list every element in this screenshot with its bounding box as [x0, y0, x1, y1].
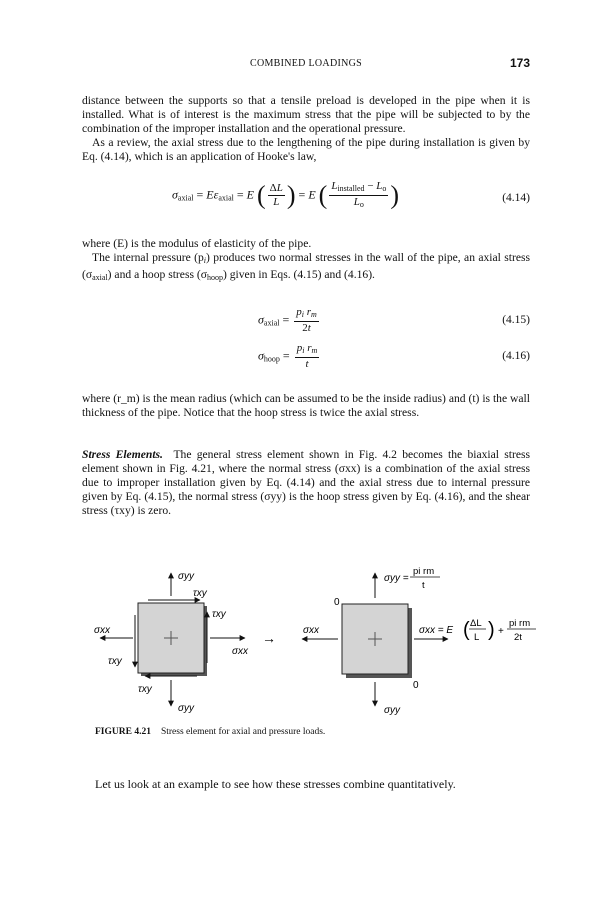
left-txy-label-4: τxy — [138, 684, 152, 695]
equation-4-14: $\sigma_{axial} = E\varepsilon_{axial} = E$ ( $\frac{\Delta L}{L}$ ) = E ( $\frac{L_{installed} - L_o}{L_o}$ ) — [172, 180, 400, 210]
equation-4-15: $\sigma_{axial}$ = $\frac{p_i r_m}{2t}$ — [258, 306, 317, 334]
right-zero-bottom: 0 — [413, 680, 419, 691]
right-syy-eq-label: σyy = — [384, 573, 409, 584]
closing-paragraph: Let us look at an example to see how these stresses combine quantitatively. — [95, 777, 456, 791]
equation-4-14-number: (4.14) — [502, 192, 530, 204]
p3b-part3: ) and a hoop stress (σ — [107, 268, 207, 281]
right-syy-num: pi rm — [413, 566, 435, 577]
left-stress-element — [94, 571, 249, 714]
p3b-part1: The internal pressure (p — [92, 251, 204, 264]
equation-4-16: $\sigma_{hoop}$ = $\frac{p_i r_m}{t}$ — [258, 342, 318, 370]
left-sxx-left-label: σxx — [94, 625, 111, 636]
left-txy-label-3: τxy — [108, 656, 122, 667]
p3b-part2: ) produces two normal stresses in the wall of the pipe, an axial stress (σ — [82, 251, 530, 281]
right-sxx-num1: ΔL — [470, 618, 482, 629]
figure-caption-text: Stress element for axial and pressure loads. — [160, 727, 326, 737]
p3b-sub3: hoop — [206, 273, 223, 282]
transition-arrow: → — [262, 630, 276, 646]
right-sxx-left-label: σxx — [303, 625, 320, 636]
section-heading: Stress Elements. — [82, 448, 163, 461]
p3b-sub1: i — [203, 256, 207, 265]
paragraph-5-body: The general stress element shown in Fig. 4.2 becomes the biaxial stress element shown in Fig. 4.21, where the normal stress (σxx) is a combination of the axial stress due to improper installation given by Eq. (4.14) and the axial stress due to internal pressure given by Eq. (4.15), the normal stress (σyy) is the hoop stress given by Eq. (4.16), and the shear stress (τxy) is zero. — [82, 448, 531, 517]
p3b-sub2: axial — [92, 273, 108, 282]
paragraph-4: where (r_m) is the mean radius (which can be assumed to be the inside radius) and (t) is the wall thickness of the pipe. Notice that the hoop stress is twice the axial stress. — [82, 392, 530, 419]
right-sxx-num2: pi rm — [509, 618, 531, 629]
right-sxx-paren-left: ( — [463, 619, 470, 641]
left-syy-bottom-label: σyy — [178, 703, 195, 714]
right-sxx-den2: 2t — [514, 632, 522, 643]
equation-4-16-number: (4.16) — [502, 350, 530, 362]
paragraph-3a: where (E) is the modulus of elasticity of the pipe. — [82, 237, 312, 250]
figure-caption — [95, 727, 325, 737]
left-sxx-right-label: σxx — [232, 646, 249, 657]
right-sxx-paren-right: ) — [488, 619, 495, 641]
right-sxx-den1: L — [474, 632, 480, 643]
equation-4-15-number: (4.15) — [502, 314, 530, 326]
right-sxx-plus: + — [498, 626, 504, 637]
left-txy-label-2: τxy — [212, 609, 226, 620]
header-title: COMBINED LOADINGS — [249, 58, 363, 69]
p3b-part4: ) given in Eqs. (4.15) and (4.16). — [222, 268, 375, 281]
paragraph-2: As a review, the axial stress due to the lengthening of the pipe during installation is given by Eq. (4.14), which is an application of Hooke's law, — [82, 136, 530, 163]
left-txy-label-1: τxy — [193, 588, 207, 599]
page-number: 173 — [509, 56, 530, 70]
left-syy-top-label: σyy — [178, 571, 195, 582]
right-sxx-eq-label: σxx = E — [419, 625, 454, 636]
right-syy-bottom-label: σyy — [384, 705, 401, 716]
right-zero-top: 0 — [334, 597, 340, 608]
right-syy-den: t — [422, 580, 425, 591]
paragraph-1: distance between the supports so that a tensile preload is developed in the pipe when it is installed. What is of interest is the maximum stress that the pipe will be subjected to by the combination of the improper installation and the operational pressure. — [82, 94, 530, 135]
figure-label: FIGURE 4.21 — [95, 727, 151, 737]
right-stress-element — [302, 566, 536, 716]
